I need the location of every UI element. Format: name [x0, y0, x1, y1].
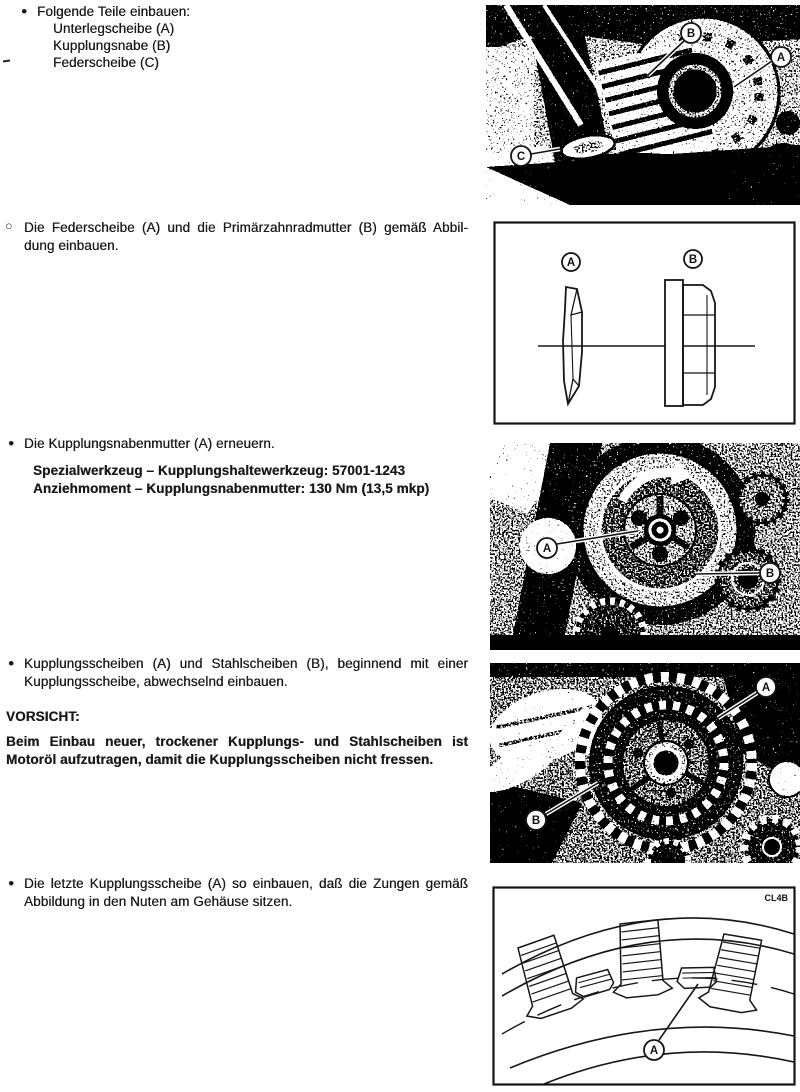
list-bullet: ○ [5, 219, 13, 233]
list-bullet: ● [8, 878, 15, 889]
scan-artifact [3, 60, 10, 63]
figure-hub-nut-photo [490, 443, 800, 650]
callout-letter: A [649, 1045, 659, 1057]
step-title: Folgende Teile einbauen: [37, 4, 191, 19]
callout-leader [696, 573, 760, 574]
caution-title: VORSICHT: [6, 709, 80, 724]
step-text-line: Abbildung in den Nuten am Gehäuse sitzen. [24, 894, 293, 909]
caution-text-line: Beim Einbau neuer, trockener Kupplungs- und Stahlscheiben ist [6, 734, 468, 749]
callout-letter: C [516, 151, 526, 163]
spec-line: Spezialwerkzeug – Kupplungshaltewerkzeug: 57001-1243 [33, 463, 406, 478]
list-bullet: ● [8, 438, 15, 449]
callout-letter: B [765, 568, 775, 580]
figure-plate-tabs-drawing [492, 886, 796, 1086]
callout-letter: A [542, 543, 552, 555]
figure-border [495, 223, 795, 424]
step-text-line: Die Kupplungsnabenmutter (A) erneuern. [24, 436, 275, 451]
list-bullet: ● [8, 658, 15, 669]
figure-washer-nut-drawing [493, 221, 796, 425]
label-letter: B [688, 254, 698, 266]
callout-letter: B [531, 815, 541, 827]
step-text-line: Die Federscheibe (A) und die Primärzahnradmutter (B) gemäß Abbil- [24, 220, 468, 235]
step-text-line: Die letzte Kupplungsscheibe (A) so einbauen, daß die Zungen gemäß [24, 876, 468, 891]
part-item: Unterlegscheibe (A) [53, 21, 175, 36]
callout-letter: A [776, 52, 786, 64]
step-text-line: dung einbauen. [24, 238, 119, 253]
halftone-photo-art [486, 5, 800, 205]
figure-clutch-plates-photo [490, 663, 800, 863]
figure-clutch-housing-photo [486, 5, 800, 205]
spec-line: Anziehmoment – Kupplungsnabenmutter: 130 Nm (13,5 mkp) [33, 481, 430, 496]
callout-letter: A [761, 682, 771, 694]
figure-code: CL4B [764, 893, 788, 903]
list-bullet: ● [21, 6, 28, 17]
label-letter: A [566, 257, 576, 269]
step-text-line: Kupplungsscheibe, abwechselnd einbauen. [24, 674, 288, 689]
part-item: Kupplungsnabe (B) [53, 38, 171, 53]
part-item: Federscheibe (C) [53, 55, 159, 70]
caution-text-line: Motoröl aufzutragen, damit die Kupplungsscheiben nicht fressen. [6, 752, 434, 767]
step-text-line: Kupplungsscheiben (A) und Stahlscheiben (B), beginnend mit einer [24, 656, 468, 671]
callout-letter: B [686, 28, 696, 40]
